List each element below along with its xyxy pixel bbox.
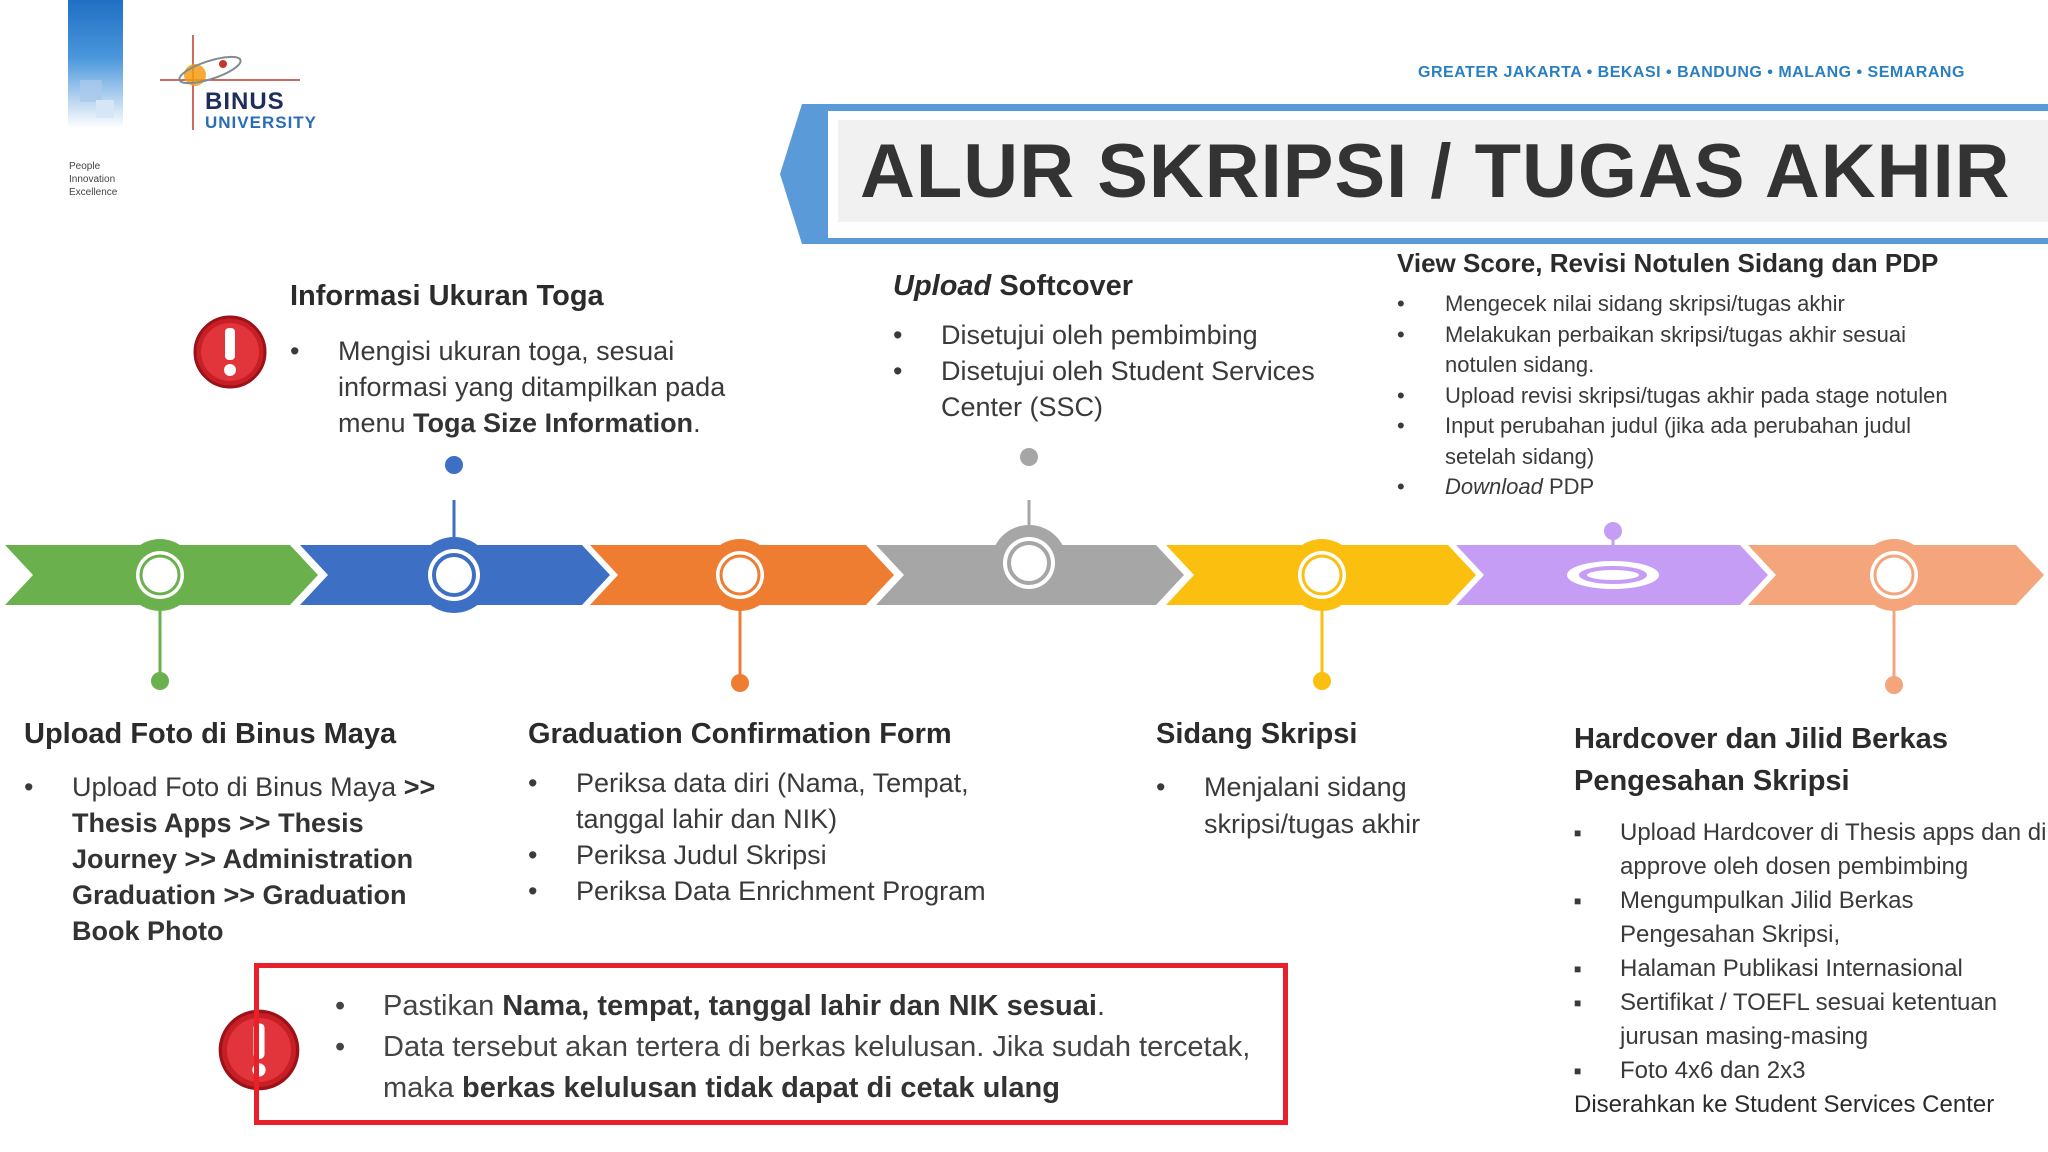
step-title: Informasi Ukuran Toga	[290, 280, 604, 312]
step-toga-info	[290, 280, 730, 441]
step-upload-softcover	[893, 270, 1333, 425]
list-item	[335, 1027, 1255, 1109]
tagline-line: Excellence	[69, 187, 118, 198]
step-title	[893, 270, 1333, 303]
list-item: ■ Upload Hardcover di Thesis apps dan di approve oleh dosen pembimbing	[1574, 816, 2048, 884]
notice-bullets	[335, 986, 1255, 1109]
step-bullets	[1156, 769, 1486, 843]
list-item: • Melakukan perbaikan skripsi/tugas akhir sesuai notulen sidang.	[1397, 320, 1957, 381]
step-title: Upload Foto di Binus Maya	[24, 718, 397, 750]
tagline-line: People	[69, 161, 101, 172]
title-italic: Upload	[893, 270, 992, 302]
connector-dot-blue	[444, 455, 464, 475]
list-item: ■ Sertifikat / TOEFL sesuai ketentuan jurusan masing-masing	[1574, 986, 2048, 1054]
step-title: Graduation Confirmation Form	[528, 718, 952, 750]
item-text: Pastikan	[383, 990, 503, 1022]
step-hardcover	[1574, 718, 2048, 1122]
item-bold: >> Thesis Apps >> Thesis Journey >> Administration Graduation >> Graduation Book Photo	[72, 772, 436, 946]
campus-cities: GREATER JAKARTA • BEKASI • BANDUNG • MALANG • SEMARANG	[1418, 64, 1965, 81]
tagline-line: Innovation	[69, 174, 116, 185]
tagline	[69, 160, 117, 199]
step-bullets	[528, 765, 998, 909]
item-bold: Toga Size Information	[413, 408, 694, 438]
list-item: • Disetujui oleh pembimbing	[893, 317, 1333, 353]
step-graduation-form	[528, 718, 998, 909]
item-italic: Download	[1445, 474, 1543, 499]
timeline	[0, 500, 2048, 750]
list-item	[290, 333, 730, 441]
item-text: Upload Foto di Binus Maya	[72, 772, 404, 802]
title-rest: Softcover	[991, 270, 1134, 302]
step-title: Sidang Skripsi	[1156, 718, 1358, 750]
list-item: • Periksa Judul Skripsi	[528, 837, 998, 873]
list-item: • Periksa Data Enrichment Program	[528, 873, 998, 909]
list-item: ■ Foto 4x6 dan 2x3	[1574, 1054, 2048, 1088]
step-bullets	[1574, 816, 2048, 1088]
logo-square	[80, 80, 102, 102]
list-item: • Input perubahan judul (jika ada perubahan judul setelah sidang)	[1397, 411, 1957, 472]
item-bold: berkas kelulusan tidak dapat di cetak ulang	[461, 1072, 1060, 1104]
step-title: View Score, Revisi Notulen Sidang dan PDP	[1397, 248, 1939, 278]
list-item: • Mengecek nilai sidang skripsi/tugas akhir	[1397, 289, 1957, 320]
list-item	[335, 986, 1255, 1027]
connector-dot-gray	[1019, 447, 1039, 467]
logo-square	[96, 100, 114, 118]
step-bullets	[290, 333, 730, 441]
list-item: • Periksa data diri (Nama, Tempat, tanggal lahir dan NIK)	[528, 765, 998, 837]
item-text: Data tersebut akan tertera di berkas kelulusan. Jika sudah tercetak, maka	[383, 1031, 1251, 1104]
important-notice	[254, 963, 1288, 1125]
warning-icon	[192, 314, 268, 390]
list-item	[1397, 472, 1957, 503]
item-text: .	[693, 408, 701, 438]
step-thesis-defense	[1156, 718, 1486, 843]
step-view-score	[1397, 248, 1957, 503]
item-text: Mengisi ukuran toga, sesuai informasi yang ditampilkan pada menu	[338, 336, 726, 438]
list-item: • Menjalani sidang skripsi/tugas akhir	[1156, 769, 1486, 843]
brand-subtitle: UNIVERSITY	[205, 113, 318, 132]
list-item	[24, 769, 454, 949]
item-text: .	[1096, 990, 1106, 1022]
step-footer: Diserahkan ke Student Services Center	[1574, 1091, 1995, 1118]
page-title: ALUR SKRIPSI / TUGAS AKHIR	[860, 129, 2011, 214]
step-upload-photo	[24, 718, 454, 949]
step-bullets	[1397, 289, 1957, 503]
step-bullets	[893, 317, 1333, 425]
step-title: Hardcover dan Jilid Berkas Pengesahan Skripsi	[1574, 723, 1948, 797]
step-bullets	[24, 769, 454, 949]
list-item: ■ Mengumpulkan Jilid Berkas Pengesahan Skripsi,	[1574, 884, 2048, 952]
list-item: ■ Halaman Publikasi Internasional	[1574, 952, 2048, 986]
item-text: PDP	[1542, 474, 1595, 499]
list-item: • Upload revisi skripsi/tugas akhir pada stage notulen	[1397, 381, 1957, 412]
item-bold: Nama, tempat, tanggal lahir dan NIK sesuai	[502, 990, 1097, 1022]
brand-name: BINUS	[205, 88, 285, 115]
list-item: • Disetujui oleh Student Services Center (SSC)	[893, 353, 1333, 425]
